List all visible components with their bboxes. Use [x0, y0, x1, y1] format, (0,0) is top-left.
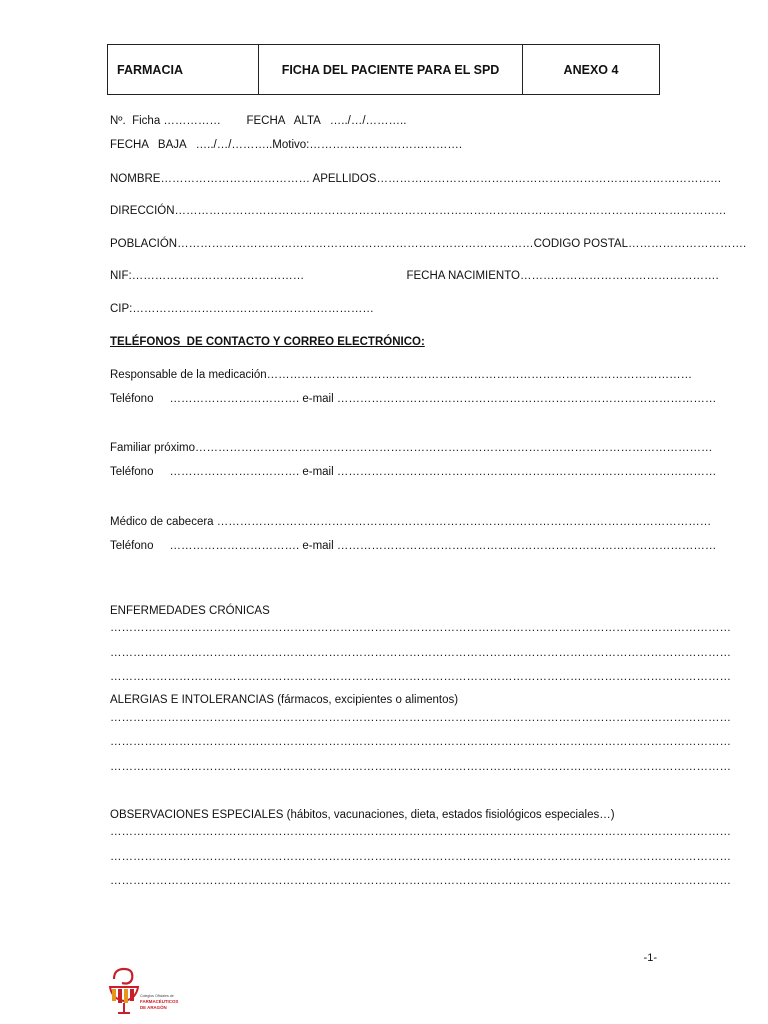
colegio-farmaceuticos-logo	[108, 963, 186, 1017]
svg-text:FARMACÉUTICOS: FARMACÉUTICOS	[140, 999, 179, 1004]
header-annex: ANEXO 4	[563, 62, 619, 77]
section-telefonos-heading: TELÉFONOS DE CONTACTO Y CORREO ELECTRÓNICO:	[110, 336, 425, 348]
svg-text:Colegios Oficiales de: Colegios Oficiales de	[140, 994, 174, 998]
enfermedades-line-3: ………………………………………………………………………………………………………………………………………………	[110, 671, 731, 683]
observaciones-line-1: ………………………………………………………………………………………………………………………………………………	[110, 826, 731, 838]
enfermedades-line-2: ………………………………………………………………………………………………………………………………………………	[110, 647, 731, 659]
line-nombre-apellidos: NOMBRE………………………………… APELLIDOS………………………………………………………………………………	[110, 173, 722, 185]
svg-text:DE ARAGÓN: DE ARAGÓN	[140, 1005, 167, 1010]
line-fecha-baja: FECHA BAJA …../…/………..Motivo:………………………………….	[110, 139, 463, 151]
line-telefono-1: Teléfono ……………………………. e-mail ………………………………………………………………………………………	[110, 393, 717, 405]
observaciones-line-2: ………………………………………………………………………………………………………………………………………………	[110, 851, 731, 863]
line-responsable: Responsable de la medicación…………………………………………………………………………………………………	[110, 369, 693, 381]
line-poblacion-cp: POBLACIÓN…………………………………………………………………………………CODIGO POSTAL………………………….	[110, 238, 747, 250]
line-cip: CIP:………………………………………………………	[110, 303, 374, 315]
alergias-line-2: ………………………………………………………………………………………………………………………………………………	[110, 736, 731, 748]
header-farmacia: FARMACIA	[108, 45, 259, 94]
enfermedades-line-1: ………………………………………………………………………………………………………………………………………………	[110, 622, 731, 634]
line-medico: Médico de cabecera …………………………………………………………………………………………………………………	[110, 516, 712, 528]
logo-graphic	[108, 963, 186, 1017]
line-familiar: Familiar próximo………………………………………………………………………………………………………………………	[110, 442, 713, 454]
line-direccion: DIRECCIÓN………………………………………………………………………………………………………………………………	[110, 205, 727, 217]
section-alergias-heading: ALERGIAS E INTOLERANCIAS (fármacos, excipientes o alimentos)	[110, 694, 459, 706]
line-nif-nacimiento: NIF:……………………………………… FECHA NACIMIENTO…………………………………………….	[110, 270, 719, 282]
line-telefono-3: Teléfono ……………………………. e-mail ………………………………………………………………………………………	[110, 540, 717, 552]
header-table	[107, 44, 660, 95]
alergias-line-3: ………………………………………………………………………………………………………………………………………………	[110, 761, 731, 773]
header-title: FICHA DEL PACIENTE PARA EL SPD	[259, 45, 523, 94]
section-enfermedades-heading: ENFERMEDADES CRÓNICAS	[110, 605, 270, 617]
section-observaciones-heading: OBSERVACIONES ESPECIALES (hábitos, vacunaciones, dieta, estados fisiológicos especiales…)	[110, 809, 615, 821]
alergias-line-1: ………………………………………………………………………………………………………………………………………………	[110, 712, 731, 724]
line-telefono-2: Teléfono ……………………………. e-mail ………………………………………………………………………………………	[110, 466, 717, 478]
line-ficha-fecha-alta: Nº. Ficha …………… FECHA ALTA …../…/………..	[110, 115, 407, 127]
observaciones-line-3: ………………………………………………………………………………………………………………………………………………	[110, 875, 731, 887]
page-number: -1-	[643, 952, 657, 964]
